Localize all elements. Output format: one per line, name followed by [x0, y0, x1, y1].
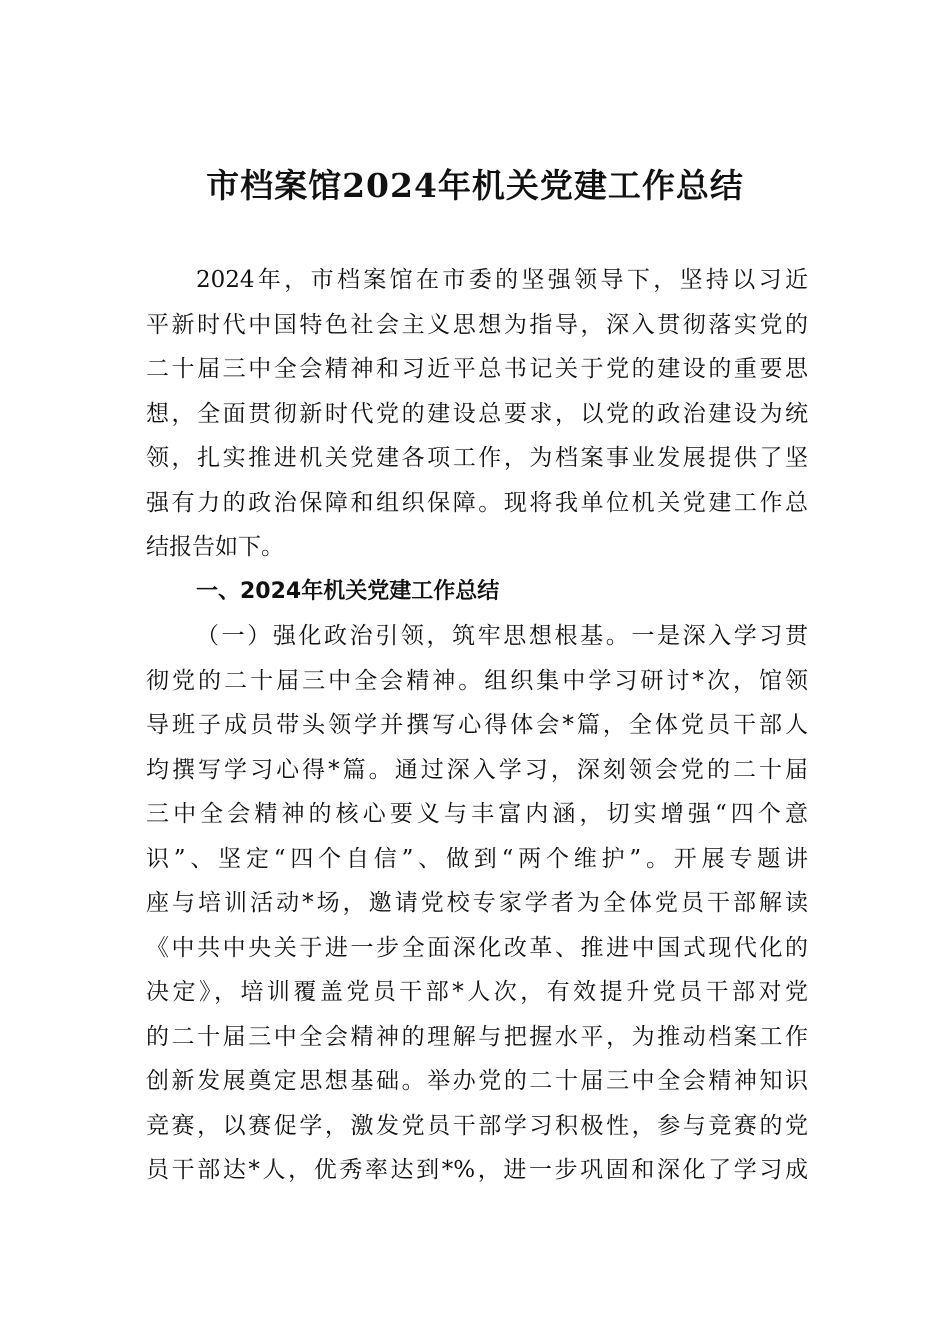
paragraph-line: 结报告如下。 — [146, 534, 284, 560]
paragraph-line: 领，扎实推进机关党建各项工作，为档案事业发展提供了坚 — [146, 445, 808, 471]
paragraph-line: 想，全面贯彻新时代党的建设总要求，以党的政治建设为统 — [146, 400, 808, 427]
paragraph-line: （一）强化政治引领，筑牢思想根基。一是深入学习贯 — [196, 623, 808, 649]
paragraph-line: 识”、坚定“四个自信”、做到“两个维护”。开展专题讲 — [146, 845, 808, 872]
paragraph-line: 均撰写学习心得*篇。通过深入学习，深刻领会党的二十届 — [146, 756, 808, 783]
paragraph-line: 座与培训活动*场，邀请党校专家学者为全体党员干部解读 — [146, 890, 808, 916]
paragraph-line: 强有力的政治保障和组织保障。现将我单位机关党建工作总 — [146, 489, 808, 516]
paragraph-line: 平新时代中国特色社会主义思想为指导，深入贯彻落实党的 — [146, 311, 808, 338]
document-body — [146, 258, 808, 1193]
paragraph-line: 决定》，培训覆盖党员干部*人次，有效提升党员干部对党 — [146, 979, 808, 1005]
paragraph-line: 三中全会精神的核心要义与丰富内涵，切实增强“四个意 — [146, 801, 808, 827]
paragraph-line: 二十届三中全会精神和习近平总书记关于党的建设的重要思 — [146, 356, 808, 382]
paragraph-line: 的二十届三中全会精神的理解与把握水平，为推动档案工作 — [146, 1023, 808, 1050]
document-title: 市档案馆2024年机关党建工作总结 — [206, 166, 744, 205]
paragraph-line: 创新发展奠定思想基础。举办党的二十届三中全会精神知识 — [146, 1068, 808, 1094]
paragraph-line: 2024年，市档案馆在市委的坚强领导下，坚持以习近 — [196, 267, 808, 293]
paragraph-line: 彻党的二十届三中全会精神。组织集中学习研讨*次，馆领 — [146, 667, 808, 694]
paragraph-line: 导班子成员带头领学并撰写心得体会*篇，全体党员干部人 — [146, 712, 808, 738]
paragraph-line: 员干部达*人，优秀率达到*%，进一步巩固和深化了学习成 — [146, 1157, 808, 1183]
paragraph-line: 竞赛，以赛促学，激发党员干部学习积极性，参与竞赛的党 — [146, 1112, 808, 1139]
paragraph-line: 《中共中央关于进一步全面深化改革、推进中国式现代化的 — [146, 934, 808, 961]
section-heading: 一、2024年机关党建工作总结 — [196, 578, 500, 604]
